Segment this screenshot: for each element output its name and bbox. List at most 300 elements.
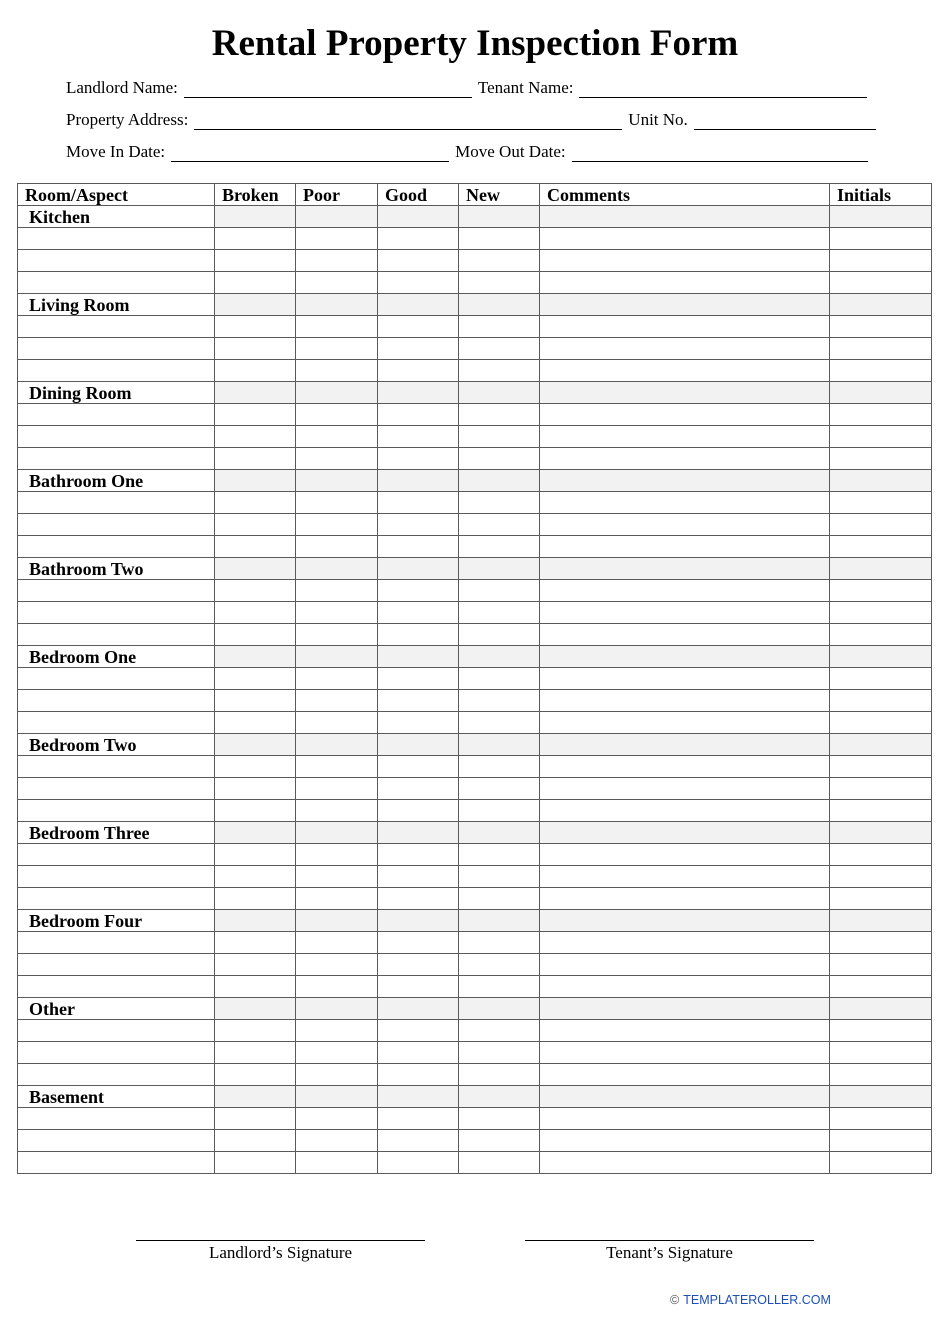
table-cell[interactable] [296, 492, 378, 514]
room-cell[interactable] [459, 822, 540, 844]
table-cell[interactable] [540, 800, 830, 822]
table-cell[interactable] [215, 338, 296, 360]
room-cell[interactable] [830, 646, 932, 668]
table-cell[interactable] [296, 404, 378, 426]
table-cell[interactable] [296, 1064, 378, 1086]
table-cell[interactable] [378, 712, 459, 734]
table-cell[interactable] [215, 866, 296, 888]
table-cell[interactable] [378, 360, 459, 382]
table-cell[interactable] [215, 1064, 296, 1086]
table-cell[interactable] [215, 624, 296, 646]
table-cell[interactable] [215, 404, 296, 426]
room-cell[interactable] [540, 470, 830, 492]
table-cell[interactable] [459, 272, 540, 294]
table-cell[interactable] [378, 536, 459, 558]
table-cell[interactable] [215, 778, 296, 800]
room-cell[interactable] [215, 646, 296, 668]
table-cell[interactable] [296, 668, 378, 690]
table-cell[interactable] [459, 624, 540, 646]
room-cell[interactable] [830, 998, 932, 1020]
room-cell[interactable] [830, 910, 932, 932]
table-cell[interactable] [18, 448, 215, 470]
table-cell[interactable] [215, 844, 296, 866]
table-cell[interactable] [830, 492, 932, 514]
table-cell[interactable] [830, 448, 932, 470]
table-cell[interactable] [830, 888, 932, 910]
table-cell[interactable] [540, 954, 830, 976]
table-cell[interactable] [215, 1042, 296, 1064]
table-cell[interactable] [18, 514, 215, 536]
room-cell[interactable] [296, 206, 378, 228]
table-cell[interactable] [459, 712, 540, 734]
table-cell[interactable] [459, 976, 540, 998]
table-cell[interactable] [540, 712, 830, 734]
table-cell[interactable] [830, 844, 932, 866]
table-cell[interactable] [296, 316, 378, 338]
table-cell[interactable] [18, 250, 215, 272]
table-cell[interactable] [378, 844, 459, 866]
table-cell[interactable] [296, 250, 378, 272]
table-cell[interactable] [296, 1152, 378, 1174]
table-cell[interactable] [540, 624, 830, 646]
table-cell[interactable] [296, 1108, 378, 1130]
room-cell[interactable] [378, 734, 459, 756]
room-cell[interactable] [296, 646, 378, 668]
table-cell[interactable] [18, 1064, 215, 1086]
table-cell[interactable] [378, 404, 459, 426]
room-cell[interactable] [540, 646, 830, 668]
table-cell[interactable] [215, 316, 296, 338]
table-cell[interactable] [378, 1108, 459, 1130]
table-cell[interactable] [18, 1152, 215, 1174]
table-cell[interactable] [215, 1130, 296, 1152]
table-cell[interactable] [459, 602, 540, 624]
table-cell[interactable] [459, 580, 540, 602]
room-cell[interactable] [540, 910, 830, 932]
table-cell[interactable] [378, 756, 459, 778]
table-cell[interactable] [830, 316, 932, 338]
table-cell[interactable] [540, 976, 830, 998]
table-cell[interactable] [296, 976, 378, 998]
footer-site-link[interactable]: TEMPLATEROLLER.COM [683, 1293, 831, 1307]
room-cell[interactable] [540, 1086, 830, 1108]
room-cell[interactable] [830, 558, 932, 580]
table-cell[interactable] [540, 228, 830, 250]
table-cell[interactable] [459, 778, 540, 800]
table-cell[interactable] [296, 844, 378, 866]
table-cell[interactable] [830, 272, 932, 294]
table-cell[interactable] [296, 426, 378, 448]
table-cell[interactable] [459, 756, 540, 778]
table-cell[interactable] [830, 228, 932, 250]
table-cell[interactable] [378, 1130, 459, 1152]
room-cell[interactable] [296, 998, 378, 1020]
table-cell[interactable] [540, 360, 830, 382]
table-cell[interactable] [296, 624, 378, 646]
table-cell[interactable] [830, 866, 932, 888]
table-cell[interactable] [18, 1020, 215, 1042]
table-cell[interactable] [540, 602, 830, 624]
table-cell[interactable] [18, 1042, 215, 1064]
table-cell[interactable] [540, 338, 830, 360]
table-cell[interactable] [830, 932, 932, 954]
table-cell[interactable] [296, 1042, 378, 1064]
table-cell[interactable] [18, 624, 215, 646]
table-cell[interactable] [215, 250, 296, 272]
table-cell[interactable] [459, 1152, 540, 1174]
table-cell[interactable] [296, 1130, 378, 1152]
table-cell[interactable] [540, 514, 830, 536]
table-cell[interactable] [378, 514, 459, 536]
table-cell[interactable] [830, 1152, 932, 1174]
room-cell[interactable] [459, 646, 540, 668]
room-cell[interactable] [378, 998, 459, 1020]
table-cell[interactable] [18, 536, 215, 558]
table-cell[interactable] [830, 360, 932, 382]
room-cell[interactable] [830, 206, 932, 228]
table-cell[interactable] [296, 602, 378, 624]
room-cell[interactable] [215, 734, 296, 756]
table-cell[interactable] [459, 426, 540, 448]
table-cell[interactable] [830, 778, 932, 800]
table-cell[interactable] [459, 1130, 540, 1152]
property-address-field[interactable] [194, 111, 622, 130]
table-cell[interactable] [459, 404, 540, 426]
table-cell[interactable] [830, 514, 932, 536]
table-cell[interactable] [378, 1064, 459, 1086]
table-cell[interactable] [18, 954, 215, 976]
room-cell[interactable] [215, 206, 296, 228]
table-cell[interactable] [378, 272, 459, 294]
table-cell[interactable] [378, 954, 459, 976]
table-cell[interactable] [18, 228, 215, 250]
table-cell[interactable] [18, 844, 215, 866]
move-in-date-field[interactable] [171, 143, 449, 162]
table-cell[interactable] [540, 1108, 830, 1130]
table-cell[interactable] [296, 690, 378, 712]
room-cell[interactable] [830, 822, 932, 844]
table-cell[interactable] [296, 272, 378, 294]
table-cell[interactable] [296, 932, 378, 954]
room-cell[interactable] [215, 382, 296, 404]
table-cell[interactable] [459, 228, 540, 250]
room-cell[interactable] [215, 294, 296, 316]
table-cell[interactable] [296, 448, 378, 470]
room-cell[interactable] [215, 1086, 296, 1108]
table-cell[interactable] [296, 756, 378, 778]
table-cell[interactable] [18, 404, 215, 426]
room-cell[interactable] [378, 1086, 459, 1108]
table-cell[interactable] [18, 800, 215, 822]
table-cell[interactable] [296, 800, 378, 822]
table-cell[interactable] [830, 404, 932, 426]
table-cell[interactable] [459, 932, 540, 954]
table-cell[interactable] [459, 800, 540, 822]
landlord-name-field[interactable] [184, 79, 472, 98]
table-cell[interactable] [18, 316, 215, 338]
table-cell[interactable] [378, 316, 459, 338]
room-cell[interactable] [215, 470, 296, 492]
room-cell[interactable] [378, 558, 459, 580]
tenant-signature-line[interactable] [525, 1240, 814, 1241]
room-cell[interactable] [296, 910, 378, 932]
table-cell[interactable] [18, 976, 215, 998]
table-cell[interactable] [830, 1042, 932, 1064]
room-cell[interactable] [459, 734, 540, 756]
table-cell[interactable] [215, 800, 296, 822]
table-cell[interactable] [540, 1152, 830, 1174]
table-cell[interactable] [378, 624, 459, 646]
table-cell[interactable] [540, 844, 830, 866]
table-cell[interactable] [215, 426, 296, 448]
room-cell[interactable] [296, 470, 378, 492]
table-cell[interactable] [540, 404, 830, 426]
table-cell[interactable] [215, 360, 296, 382]
room-cell[interactable] [459, 558, 540, 580]
table-cell[interactable] [830, 690, 932, 712]
table-cell[interactable] [459, 448, 540, 470]
table-cell[interactable] [215, 228, 296, 250]
table-cell[interactable] [830, 954, 932, 976]
table-cell[interactable] [830, 712, 932, 734]
table-cell[interactable] [540, 778, 830, 800]
room-cell[interactable] [540, 998, 830, 1020]
table-cell[interactable] [296, 514, 378, 536]
table-cell[interactable] [378, 580, 459, 602]
room-cell[interactable] [296, 382, 378, 404]
table-cell[interactable] [296, 778, 378, 800]
table-cell[interactable] [459, 360, 540, 382]
table-cell[interactable] [18, 1130, 215, 1152]
table-cell[interactable] [378, 1152, 459, 1174]
room-cell[interactable] [378, 646, 459, 668]
table-cell[interactable] [18, 1108, 215, 1130]
table-cell[interactable] [18, 932, 215, 954]
table-cell[interactable] [378, 448, 459, 470]
room-cell[interactable] [830, 382, 932, 404]
table-cell[interactable] [378, 602, 459, 624]
table-cell[interactable] [540, 580, 830, 602]
table-cell[interactable] [830, 338, 932, 360]
table-cell[interactable] [18, 866, 215, 888]
table-cell[interactable] [296, 360, 378, 382]
table-cell[interactable] [18, 712, 215, 734]
table-cell[interactable] [830, 800, 932, 822]
table-cell[interactable] [215, 602, 296, 624]
table-cell[interactable] [459, 250, 540, 272]
room-cell[interactable] [459, 294, 540, 316]
table-cell[interactable] [540, 932, 830, 954]
move-out-date-field[interactable] [572, 143, 868, 162]
table-cell[interactable] [459, 1020, 540, 1042]
table-cell[interactable] [215, 536, 296, 558]
table-cell[interactable] [459, 1108, 540, 1130]
room-cell[interactable] [215, 822, 296, 844]
room-cell[interactable] [459, 382, 540, 404]
table-cell[interactable] [215, 514, 296, 536]
room-cell[interactable] [215, 910, 296, 932]
table-cell[interactable] [459, 888, 540, 910]
table-cell[interactable] [540, 756, 830, 778]
table-cell[interactable] [378, 932, 459, 954]
table-cell[interactable] [540, 316, 830, 338]
table-cell[interactable] [215, 272, 296, 294]
table-cell[interactable] [18, 690, 215, 712]
table-cell[interactable] [215, 954, 296, 976]
table-cell[interactable] [540, 690, 830, 712]
table-cell[interactable] [459, 1064, 540, 1086]
table-cell[interactable] [215, 1020, 296, 1042]
table-cell[interactable] [540, 888, 830, 910]
room-cell[interactable] [378, 910, 459, 932]
table-cell[interactable] [830, 1108, 932, 1130]
table-cell[interactable] [18, 778, 215, 800]
table-cell[interactable] [830, 580, 932, 602]
table-cell[interactable] [540, 1064, 830, 1086]
table-cell[interactable] [830, 1064, 932, 1086]
table-cell[interactable] [540, 668, 830, 690]
table-cell[interactable] [18, 756, 215, 778]
table-cell[interactable] [830, 602, 932, 624]
table-cell[interactable] [18, 580, 215, 602]
table-cell[interactable] [830, 976, 932, 998]
table-cell[interactable] [378, 800, 459, 822]
room-cell[interactable] [540, 822, 830, 844]
table-cell[interactable] [830, 668, 932, 690]
room-cell[interactable] [459, 998, 540, 1020]
table-cell[interactable] [18, 360, 215, 382]
table-cell[interactable] [459, 954, 540, 976]
room-cell[interactable] [540, 382, 830, 404]
room-cell[interactable] [378, 822, 459, 844]
table-cell[interactable] [378, 426, 459, 448]
table-cell[interactable] [378, 976, 459, 998]
table-cell[interactable] [830, 536, 932, 558]
table-cell[interactable] [296, 536, 378, 558]
table-cell[interactable] [378, 338, 459, 360]
room-cell[interactable] [378, 206, 459, 228]
table-cell[interactable] [830, 624, 932, 646]
room-cell[interactable] [296, 558, 378, 580]
table-cell[interactable] [459, 866, 540, 888]
room-cell[interactable] [215, 998, 296, 1020]
table-cell[interactable] [18, 338, 215, 360]
table-cell[interactable] [378, 690, 459, 712]
table-cell[interactable] [215, 448, 296, 470]
table-cell[interactable] [215, 1152, 296, 1174]
room-cell[interactable] [540, 558, 830, 580]
table-cell[interactable] [540, 1042, 830, 1064]
room-cell[interactable] [540, 734, 830, 756]
table-cell[interactable] [296, 888, 378, 910]
room-cell[interactable] [296, 1086, 378, 1108]
room-cell[interactable] [459, 206, 540, 228]
table-cell[interactable] [215, 712, 296, 734]
table-cell[interactable] [540, 536, 830, 558]
table-cell[interactable] [459, 668, 540, 690]
table-cell[interactable] [215, 756, 296, 778]
tenant-name-field[interactable] [579, 79, 867, 98]
table-cell[interactable] [215, 932, 296, 954]
table-cell[interactable] [830, 250, 932, 272]
table-cell[interactable] [459, 536, 540, 558]
room-cell[interactable] [378, 470, 459, 492]
landlord-signature-line[interactable] [136, 1240, 425, 1241]
table-cell[interactable] [540, 866, 830, 888]
table-cell[interactable] [18, 668, 215, 690]
room-cell[interactable] [830, 294, 932, 316]
table-cell[interactable] [378, 778, 459, 800]
table-cell[interactable] [215, 976, 296, 998]
table-cell[interactable] [296, 338, 378, 360]
room-cell[interactable] [459, 470, 540, 492]
table-cell[interactable] [215, 492, 296, 514]
table-cell[interactable] [540, 492, 830, 514]
table-cell[interactable] [378, 1042, 459, 1064]
table-cell[interactable] [830, 1130, 932, 1152]
table-cell[interactable] [215, 1108, 296, 1130]
room-cell[interactable] [540, 206, 830, 228]
room-cell[interactable] [830, 734, 932, 756]
table-cell[interactable] [378, 866, 459, 888]
table-cell[interactable] [18, 272, 215, 294]
room-cell[interactable] [296, 294, 378, 316]
table-cell[interactable] [215, 888, 296, 910]
table-cell[interactable] [459, 316, 540, 338]
room-cell[interactable] [378, 382, 459, 404]
table-cell[interactable] [378, 668, 459, 690]
table-cell[interactable] [540, 426, 830, 448]
table-cell[interactable] [540, 448, 830, 470]
room-cell[interactable] [540, 294, 830, 316]
table-cell[interactable] [296, 1020, 378, 1042]
table-cell[interactable] [18, 602, 215, 624]
table-cell[interactable] [18, 426, 215, 448]
table-cell[interactable] [215, 668, 296, 690]
table-cell[interactable] [830, 426, 932, 448]
room-cell[interactable] [215, 558, 296, 580]
table-cell[interactable] [296, 866, 378, 888]
table-cell[interactable] [215, 580, 296, 602]
table-cell[interactable] [296, 580, 378, 602]
table-cell[interactable] [540, 1130, 830, 1152]
table-cell[interactable] [378, 250, 459, 272]
table-cell[interactable] [378, 1020, 459, 1042]
table-cell[interactable] [459, 690, 540, 712]
table-cell[interactable] [830, 1020, 932, 1042]
table-cell[interactable] [830, 756, 932, 778]
room-cell[interactable] [378, 294, 459, 316]
table-cell[interactable] [18, 888, 215, 910]
table-cell[interactable] [378, 492, 459, 514]
room-cell[interactable] [296, 734, 378, 756]
table-cell[interactable] [459, 492, 540, 514]
table-cell[interactable] [296, 954, 378, 976]
room-cell[interactable] [830, 470, 932, 492]
table-cell[interactable] [296, 228, 378, 250]
room-cell[interactable] [296, 822, 378, 844]
room-cell[interactable] [830, 1086, 932, 1108]
table-cell[interactable] [18, 492, 215, 514]
table-cell[interactable] [540, 250, 830, 272]
table-cell[interactable] [540, 272, 830, 294]
room-cell[interactable] [459, 910, 540, 932]
table-cell[interactable] [459, 338, 540, 360]
room-cell[interactable] [459, 1086, 540, 1108]
unit-no-field[interactable] [694, 111, 876, 130]
table-cell[interactable] [459, 1042, 540, 1064]
table-cell[interactable] [296, 712, 378, 734]
